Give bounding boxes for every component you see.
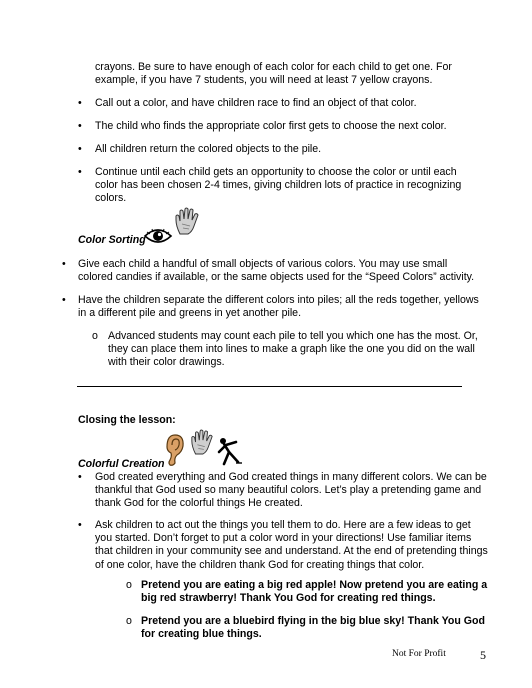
bullet-marker: • — [78, 143, 82, 155]
list-item: Have the children separate the different colors into piles; all the reds together, yellows in a different pile and greens in yet another pile. — [78, 294, 479, 320]
bullet-marker: • — [78, 120, 82, 132]
section-heading-colorful-creation: Colorful Creation — [78, 458, 165, 470]
list-item: Continue until each child gets an opportunity to choose the color or until each color has been chosen 2-4 times, giving children lots of practice in recognizing colors. — [95, 166, 462, 205]
hand-icon — [174, 206, 200, 236]
bullet-marker: • — [78, 471, 82, 483]
bullet-marker: • — [62, 294, 66, 306]
section-divider — [77, 386, 462, 387]
section-heading-color-sorting: Color Sorting — [78, 234, 146, 246]
page-number: 5 — [480, 648, 486, 662]
sub-bullet-marker: o — [126, 615, 132, 627]
footer-label: Not For Profit — [392, 649, 446, 659]
stretching-figure-icon — [216, 436, 244, 468]
continuation-paragraph: crayons. Be sure to have enough of each color for each child to get one. For example, if you have 7 students, you will need at least 7 yellow crayons. — [95, 61, 452, 87]
hand-icon — [190, 428, 214, 456]
sub-list-item: Pretend you are a bluebird flying in the big blue sky! Thank You God for creating blue things. — [141, 615, 485, 641]
bullet-marker: • — [78, 166, 82, 178]
sub-list-item: Advanced students may count each pile to tell you which one has the most. Or, they can place them into lines to make a graph like the one you did on the wall with their color drawings. — [108, 330, 478, 369]
list-item: All children return the colored objects to the pile. — [95, 143, 322, 155]
list-item: Give each child a handful of small objects of various colors. You may use small colored candies if available, or the same objects used for the “Speed Colors” activity. — [78, 258, 475, 284]
bullet-marker: • — [78, 97, 82, 109]
bullet-marker: • — [78, 519, 82, 531]
sub-list-item: Pretend you are eating a big red apple! Now pretend you are eating a big red strawberry! Thank You God for creating red things. — [141, 579, 488, 605]
eye-icon — [144, 228, 172, 244]
sub-bullet-marker: o — [126, 579, 132, 591]
list-item: The child who finds the appropriate color first gets to choose the next color. — [95, 120, 447, 132]
closing-heading: Closing the lesson: — [78, 414, 176, 426]
bullet-marker: • — [62, 258, 66, 270]
ear-icon — [163, 433, 185, 467]
list-item: God created everything and God created things in many different colors. We can be thankful that God used so many beautiful colors. Let’s play a pretending game and thank God for the colorful things He created. — [95, 471, 487, 510]
list-item: Call out a color, and have children race to find an object of that color. — [95, 97, 417, 109]
list-item: Ask children to act out the things you tell them to do. Here are a few ideas to get you started. Don’t forget to put a color word in your directions! Use familiar items that children in your community see and understand. At the end of pretending things of one color, have the children thank God for creating things that color. — [95, 519, 488, 571]
sub-bullet-marker: o — [92, 330, 98, 342]
